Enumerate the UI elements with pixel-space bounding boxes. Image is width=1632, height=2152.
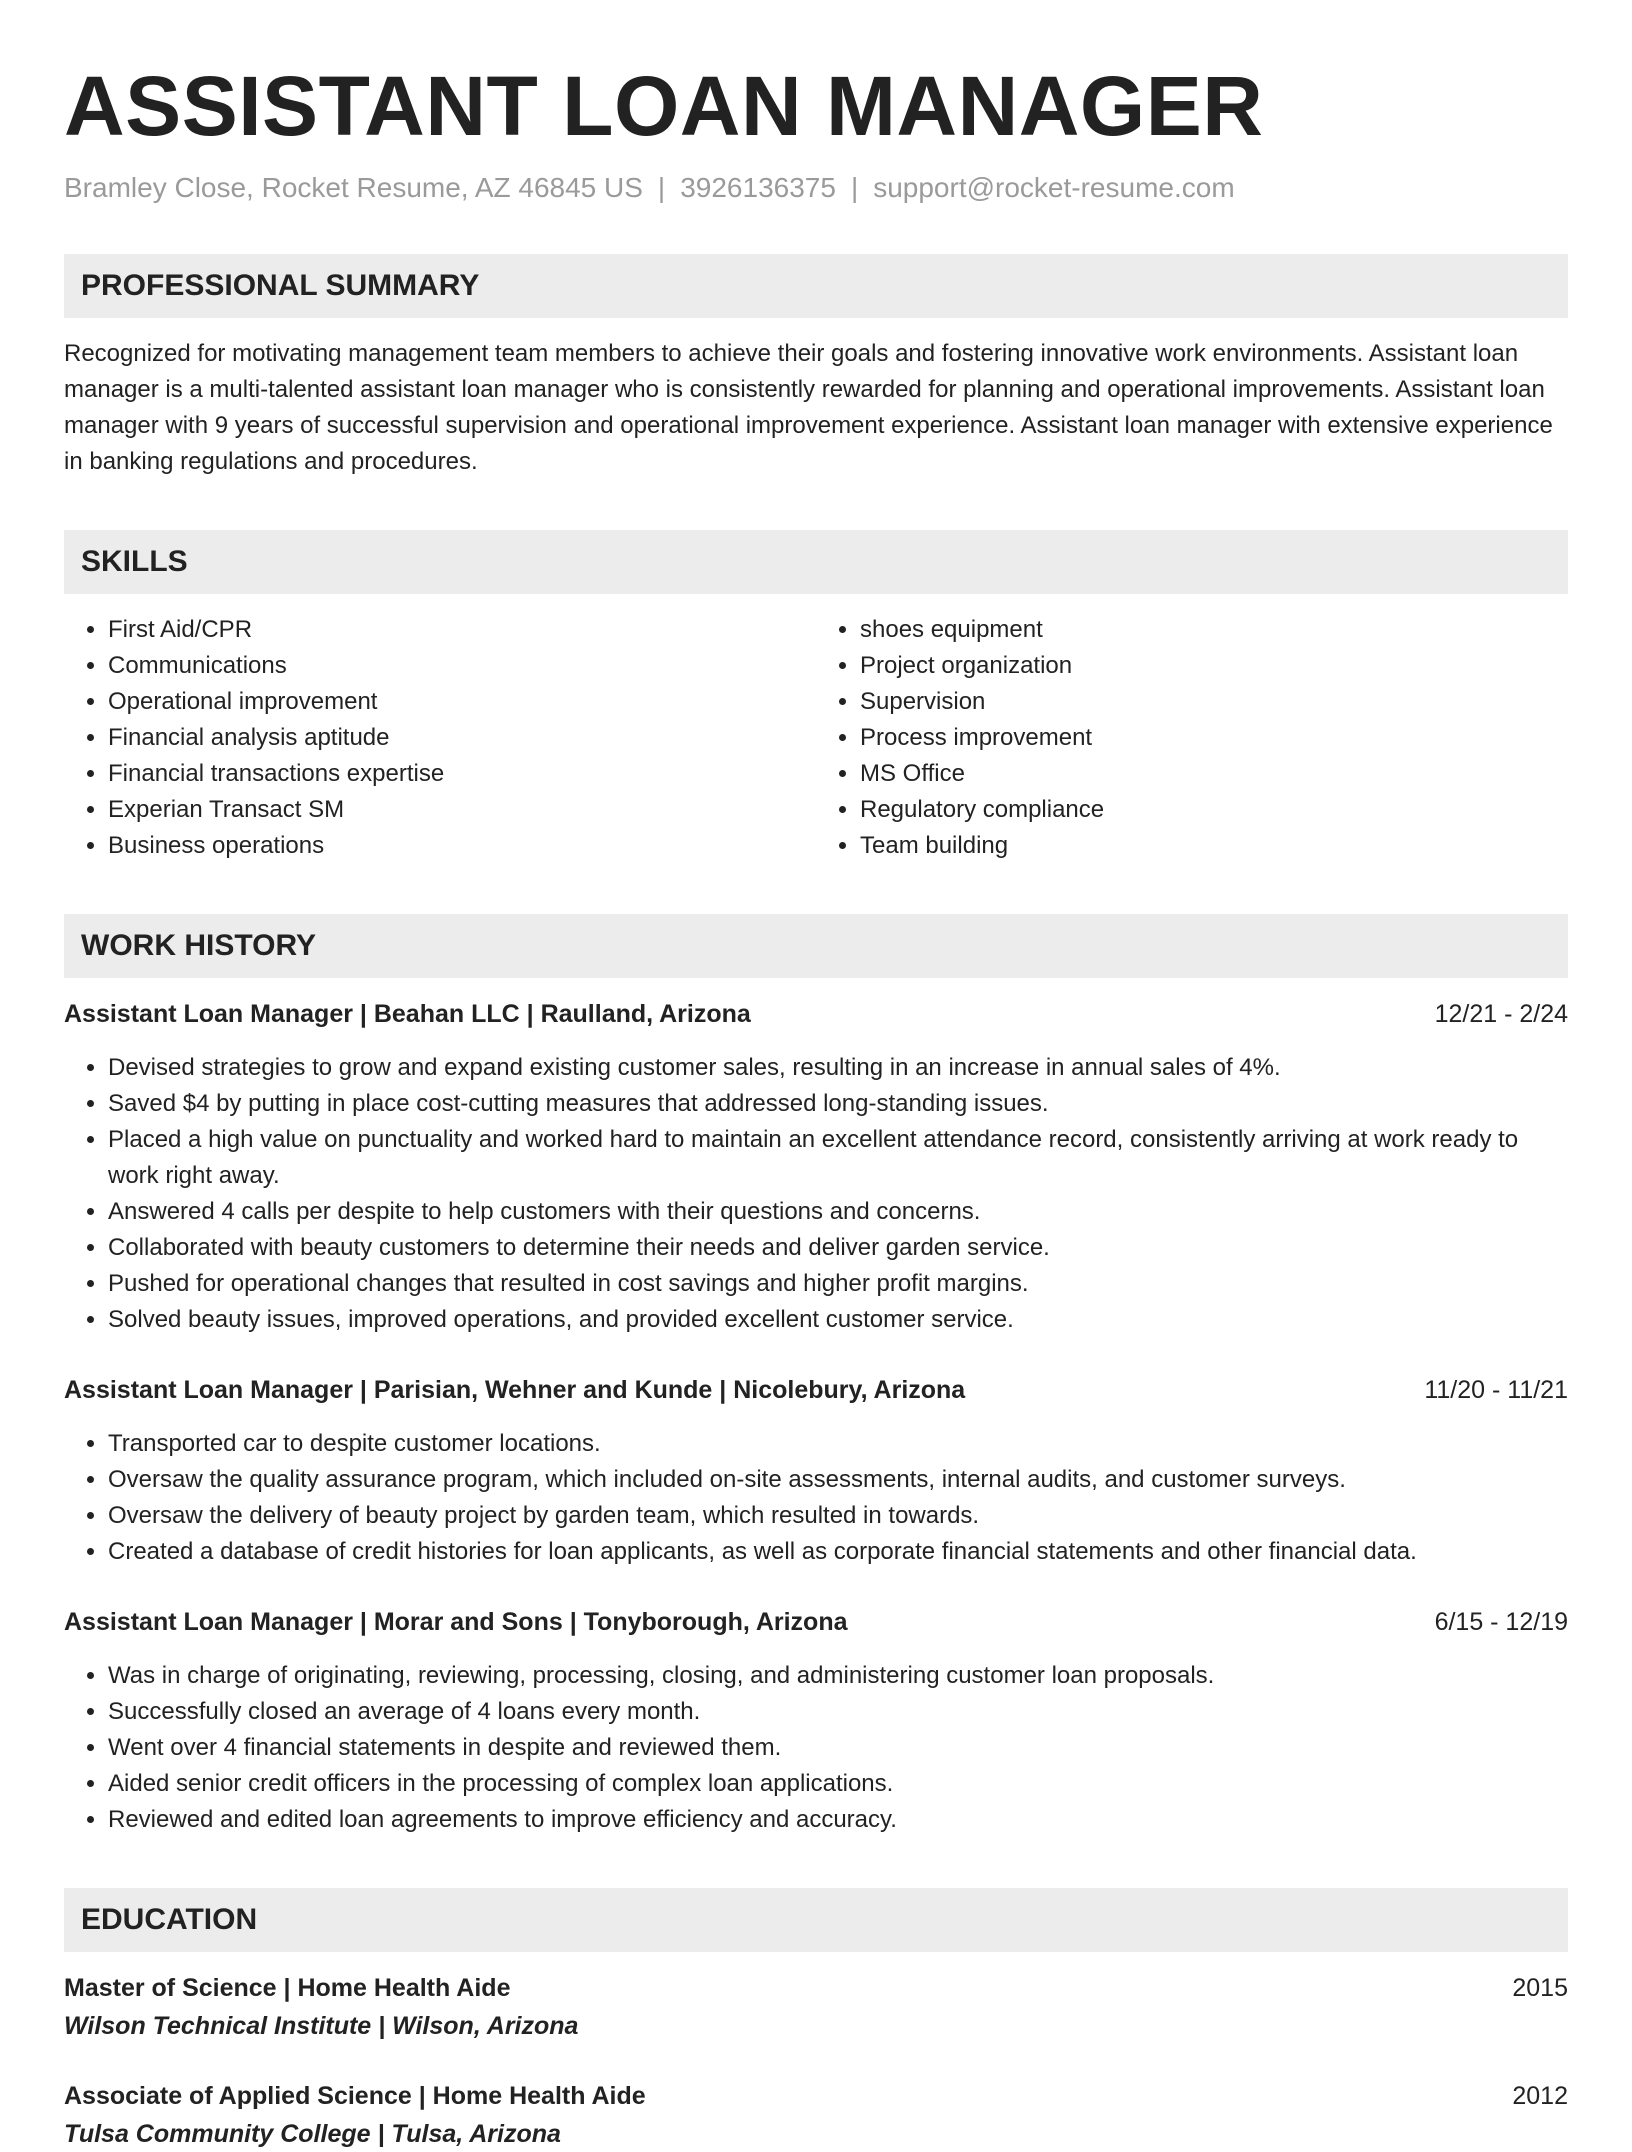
skill-item: • Process improvement [860, 720, 1568, 756]
job-bullet: • Saved $4 by putting in place cost-cutting measures that addressed long-standing issues. [108, 1086, 1568, 1122]
education-entry [64, 1970, 1568, 2044]
job-bullet: • Solved beauty issues, improved operations, and provided excellent customer service. [108, 1302, 1568, 1338]
skill-item: • Financial transactions expertise [108, 756, 816, 792]
contact-email: support@rocket-resume.com [873, 172, 1235, 203]
education-year: 2015 [1512, 1974, 1568, 2002]
job-entry [64, 1372, 1568, 1570]
job-heading-row [64, 1604, 1568, 1640]
skill-item: • MS Office [860, 756, 1568, 792]
job-bullets [64, 1050, 1568, 1338]
job-title: Assistant Loan Manager | Morar and Sons | Tonyborough, Arizona [64, 1608, 848, 1636]
skill-item: • First Aid/CPR [108, 612, 816, 648]
job-bullet: • Successfully closed an average of 4 loans every month. [108, 1694, 1568, 1730]
skill-item: • Team building [860, 828, 1568, 864]
section-header-summary: PROFESSIONAL SUMMARY [64, 254, 1568, 318]
job-title: Assistant Loan Manager | Beahan LLC | Raulland, Arizona [64, 1000, 751, 1028]
education-heading-row [64, 2078, 1568, 2114]
job-bullet: • Devised strategies to grow and expand existing customer sales, resulting in an increase in annual sales of 4%. [108, 1050, 1568, 1086]
education-degree: Master of Science | Home Health Aide [64, 1974, 511, 2002]
skill-item: • Regulatory compliance [860, 792, 1568, 828]
job-bullet: • Placed a high value on punctuality and worked hard to maintain an excellent attendance record, consistently arriving at work ready to work right away. [108, 1122, 1568, 1194]
education-heading-row [64, 1970, 1568, 2006]
job-bullet: • Pushed for operational changes that resulted in cost savings and higher profit margins. [108, 1266, 1568, 1302]
job-bullets [64, 1426, 1568, 1570]
job-bullet: • Collaborated with beauty customers to determine their needs and deliver garden service. [108, 1230, 1568, 1266]
contact-separator: | [850, 172, 859, 203]
skills-column-right [816, 612, 1568, 864]
contact-line [64, 170, 1568, 206]
section-header-work-history: WORK HISTORY [64, 914, 1568, 978]
contact-phone: 3926136375 [680, 172, 836, 203]
education-school: Wilson Technical Institute | Wilson, Arizona [64, 2012, 579, 2040]
skill-item: • Project organization [860, 648, 1568, 684]
contact-address: Bramley Close, Rocket Resume, AZ 46845 US [64, 172, 643, 203]
job-entry [64, 996, 1568, 1338]
skill-item: • Business operations [108, 828, 816, 864]
job-bullet: • Oversaw the delivery of beauty project by garden team, which resulted in towards. [108, 1498, 1568, 1534]
job-bullet: • Aided senior credit officers in the processing of complex loan applications. [108, 1766, 1568, 1802]
section-header-skills: SKILLS [64, 530, 1568, 594]
skills-list [64, 612, 1568, 864]
job-entry [64, 1604, 1568, 1838]
candidate-name: ASSISTANT LOAN MANAGER [64, 59, 1264, 153]
education-degree: Associate of Applied Science | Home Health Aide [64, 2082, 646, 2110]
education-school: Tulsa Community College | Tulsa, Arizona [64, 2120, 561, 2148]
job-heading-row [64, 1372, 1568, 1408]
education-entry [64, 2078, 1568, 2152]
education-year: 2012 [1512, 2082, 1568, 2110]
job-bullet: • Was in charge of originating, reviewing, processing, closing, and administering customer loan proposals. [108, 1658, 1568, 1694]
skill-item: • shoes equipment [860, 612, 1568, 648]
job-bullet: • Went over 4 financial statements in despite and reviewed them. [108, 1730, 1568, 1766]
job-dates: 12/21 - 2/24 [1434, 1000, 1568, 1028]
skill-item: • Experian Transact SM [108, 792, 816, 828]
skill-item: • Supervision [860, 684, 1568, 720]
skills-column-left [64, 612, 816, 864]
summary-text: Recognized for motivating management team members to achieve their goals and fostering innovative work environments. Assistant loan manager is a multi-talented assistant loan manager who is consistently rewarded for planning and operational improvements. Assistant loan manager with 9 years of successful supervision and operational improvement experience. Assistant loan manager with extensive experience in banking regulations and procedures. [64, 340, 1553, 475]
job-bullet: • Oversaw the quality assurance program, which included on-site assessments, internal audits, and customer surveys. [108, 1462, 1568, 1498]
job-bullet: • Created a database of credit histories for loan applicants, as well as corporate financial statements and other financial data. [108, 1534, 1568, 1570]
job-bullet: • Answered 4 calls per despite to help customers with their questions and concerns. [108, 1194, 1568, 1230]
job-bullets [64, 1658, 1568, 1838]
job-dates: 6/15 - 12/19 [1434, 1608, 1568, 1636]
skill-item: • Financial analysis aptitude [108, 720, 816, 756]
job-heading-row [64, 996, 1568, 1032]
job-title: Assistant Loan Manager | Parisian, Wehner and Kunde | Nicolebury, Arizona [64, 1376, 966, 1404]
skill-item: • Communications [108, 648, 816, 684]
job-bullet: • Transported car to despite customer locations. [108, 1426, 1568, 1462]
job-dates: 11/20 - 11/21 [1424, 1376, 1568, 1404]
section-header-education: EDUCATION [64, 1888, 1568, 1952]
contact-separator: | [657, 172, 666, 203]
skill-item: • Operational improvement [108, 684, 816, 720]
job-bullet: • Reviewed and edited loan agreements to improve efficiency and accuracy. [108, 1802, 1568, 1838]
